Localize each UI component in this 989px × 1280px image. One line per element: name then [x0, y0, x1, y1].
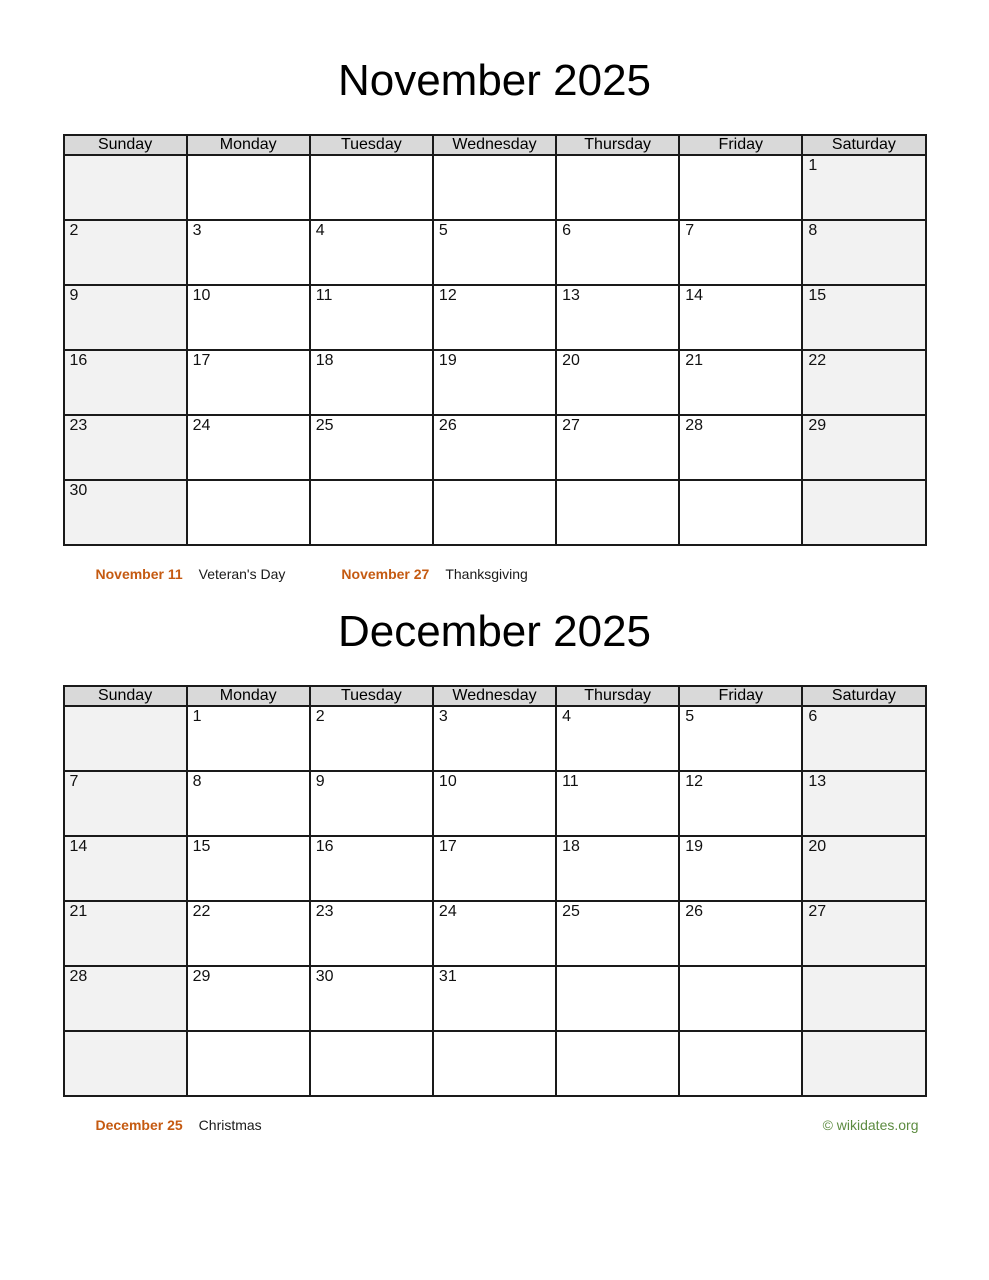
- day-cell-22: 22: [802, 350, 925, 415]
- calendar-table-november: [63, 134, 927, 546]
- day-cell-18: 18: [556, 836, 679, 901]
- day-cell-4: 4: [556, 706, 679, 771]
- day-cell-13: 13: [802, 771, 925, 836]
- day-cell-5: 5: [433, 220, 556, 285]
- day-cell-28: 28: [679, 415, 802, 480]
- weekday-header-monday: Monday: [187, 686, 310, 706]
- week-row: [64, 836, 926, 901]
- day-cell-25: 25: [556, 901, 679, 966]
- holiday-list: [96, 1117, 262, 1133]
- day-cell-8: 8: [187, 771, 310, 836]
- day-cell-10: 10: [187, 285, 310, 350]
- day-cell-13: 13: [556, 285, 679, 350]
- day-cell-15: 15: [802, 285, 925, 350]
- day-cell-3: 3: [433, 706, 556, 771]
- week-row: [64, 350, 926, 415]
- day-cell-empty: [556, 1031, 679, 1096]
- weekday-header-tuesday: Tuesday: [310, 686, 433, 706]
- holiday-date: November 11: [95, 566, 183, 583]
- day-cell-empty: [556, 480, 679, 545]
- weekday-header-wednesday: Wednesday: [433, 686, 556, 706]
- week-row: [64, 415, 926, 480]
- day-cell-empty: [310, 1031, 433, 1096]
- day-cell-empty: [433, 480, 556, 545]
- weekday-header-tuesday: Tuesday: [310, 135, 433, 155]
- holiday-note: [96, 1117, 262, 1133]
- week-row: [64, 480, 926, 545]
- day-cell-29: 29: [187, 966, 310, 1031]
- week-row: [64, 706, 926, 771]
- day-cell-17: 17: [433, 836, 556, 901]
- day-cell-7: 7: [64, 771, 187, 836]
- day-cell-empty: [310, 480, 433, 545]
- day-cell-27: 27: [802, 901, 925, 966]
- week-row: [64, 901, 926, 966]
- weekday-header-sunday: Sunday: [64, 686, 187, 706]
- day-cell-26: 26: [433, 415, 556, 480]
- weekday-header-friday: Friday: [679, 135, 802, 155]
- day-cell-19: 19: [433, 350, 556, 415]
- day-cell-6: 6: [802, 706, 925, 771]
- day-cell-2: 2: [310, 706, 433, 771]
- day-cell-24: 24: [187, 415, 310, 480]
- holiday-note: [341, 566, 527, 582]
- week-row: [64, 155, 926, 220]
- day-cell-6: 6: [556, 220, 679, 285]
- day-cell-7: 7: [679, 220, 802, 285]
- month-title: December 2025: [337, 607, 652, 657]
- day-cell-19: 19: [679, 836, 802, 901]
- day-cell-empty: [187, 1031, 310, 1096]
- day-cell-2: 2: [64, 220, 187, 285]
- day-cell-empty: [64, 155, 187, 220]
- week-row: [64, 771, 926, 836]
- calendar-body: [64, 155, 926, 545]
- day-cell-empty: [187, 480, 310, 545]
- day-cell-24: 24: [433, 901, 556, 966]
- weekday-header-saturday: Saturday: [802, 686, 925, 706]
- day-cell-16: 16: [64, 350, 187, 415]
- holiday-name: Veteran's Day: [198, 566, 286, 583]
- weekday-header-thursday: Thursday: [556, 686, 679, 706]
- holiday-list: [96, 566, 528, 582]
- day-cell-15: 15: [187, 836, 310, 901]
- week-row: [64, 966, 926, 1031]
- day-cell-26: 26: [679, 901, 802, 966]
- day-cell-empty: [802, 966, 925, 1031]
- day-cell-27: 27: [556, 415, 679, 480]
- day-cell-21: 21: [64, 901, 187, 966]
- day-cell-25: 25: [310, 415, 433, 480]
- day-cell-12: 12: [433, 285, 556, 350]
- day-cell-12: 12: [679, 771, 802, 836]
- holiday-date: December 25: [95, 1117, 183, 1134]
- day-cell-16: 16: [310, 836, 433, 901]
- calendar-header: [64, 686, 926, 706]
- month-section-november: [0, 0, 989, 583]
- day-cell-4: 4: [310, 220, 433, 285]
- day-cell-23: 23: [310, 901, 433, 966]
- day-cell-20: 20: [802, 836, 925, 901]
- day-cell-20: 20: [556, 350, 679, 415]
- month-section-december: [0, 583, 989, 1134]
- day-cell-8: 8: [802, 220, 925, 285]
- holiday-notes-row: [63, 566, 927, 583]
- week-row: [64, 220, 926, 285]
- day-cell-9: 9: [310, 771, 433, 836]
- day-cell-29: 29: [802, 415, 925, 480]
- day-cell-9: 9: [64, 285, 187, 350]
- day-cell-empty: [433, 1031, 556, 1096]
- weekday-header-monday: Monday: [187, 135, 310, 155]
- day-cell-empty: [64, 706, 187, 771]
- day-cell-18: 18: [310, 350, 433, 415]
- day-cell-empty: [556, 155, 679, 220]
- day-cell-empty: [187, 155, 310, 220]
- day-cell-31: 31: [433, 966, 556, 1031]
- day-cell-3: 3: [187, 220, 310, 285]
- footer-row: [63, 1117, 927, 1134]
- month-title: November 2025: [337, 56, 652, 105]
- day-cell-17: 17: [187, 350, 310, 415]
- weekday-header-friday: Friday: [679, 686, 802, 706]
- day-cell-5: 5: [679, 706, 802, 771]
- holiday-note: [96, 566, 286, 582]
- holiday-date: November 27: [341, 566, 430, 583]
- day-cell-14: 14: [679, 285, 802, 350]
- wikidates-credit: © wikidates.org: [822, 1117, 919, 1134]
- day-cell-empty: [802, 480, 925, 545]
- day-cell-empty: [64, 1031, 187, 1096]
- day-cell-empty: [556, 966, 679, 1031]
- day-cell-1: 1: [802, 155, 925, 220]
- calendar-body: [64, 706, 926, 1096]
- day-cell-28: 28: [64, 966, 187, 1031]
- day-cell-23: 23: [64, 415, 187, 480]
- weekday-header-row: [64, 686, 926, 706]
- calendar-table-december: [63, 685, 927, 1097]
- weekday-header-saturday: Saturday: [802, 135, 925, 155]
- day-cell-14: 14: [64, 836, 187, 901]
- day-cell-empty: [310, 155, 433, 220]
- day-cell-11: 11: [556, 771, 679, 836]
- day-cell-empty: [802, 1031, 925, 1096]
- weekday-header-thursday: Thursday: [556, 135, 679, 155]
- calendar-header: [64, 135, 926, 155]
- day-cell-22: 22: [187, 901, 310, 966]
- week-row: [64, 1031, 926, 1096]
- day-cell-1: 1: [187, 706, 310, 771]
- weekday-header-sunday: Sunday: [64, 135, 187, 155]
- day-cell-21: 21: [679, 350, 802, 415]
- holiday-name: Christmas: [198, 1117, 262, 1134]
- weekday-header-wednesday: Wednesday: [433, 135, 556, 155]
- day-cell-empty: [679, 966, 802, 1031]
- day-cell-30: 30: [64, 480, 187, 545]
- holiday-name: Thanksgiving: [445, 566, 528, 583]
- day-cell-empty: [679, 155, 802, 220]
- week-row: [64, 285, 926, 350]
- day-cell-empty: [433, 155, 556, 220]
- day-cell-empty: [679, 1031, 802, 1096]
- day-cell-11: 11: [310, 285, 433, 350]
- day-cell-empty: [679, 480, 802, 545]
- day-cell-30: 30: [310, 966, 433, 1031]
- weekday-header-row: [64, 135, 926, 155]
- day-cell-10: 10: [433, 771, 556, 836]
